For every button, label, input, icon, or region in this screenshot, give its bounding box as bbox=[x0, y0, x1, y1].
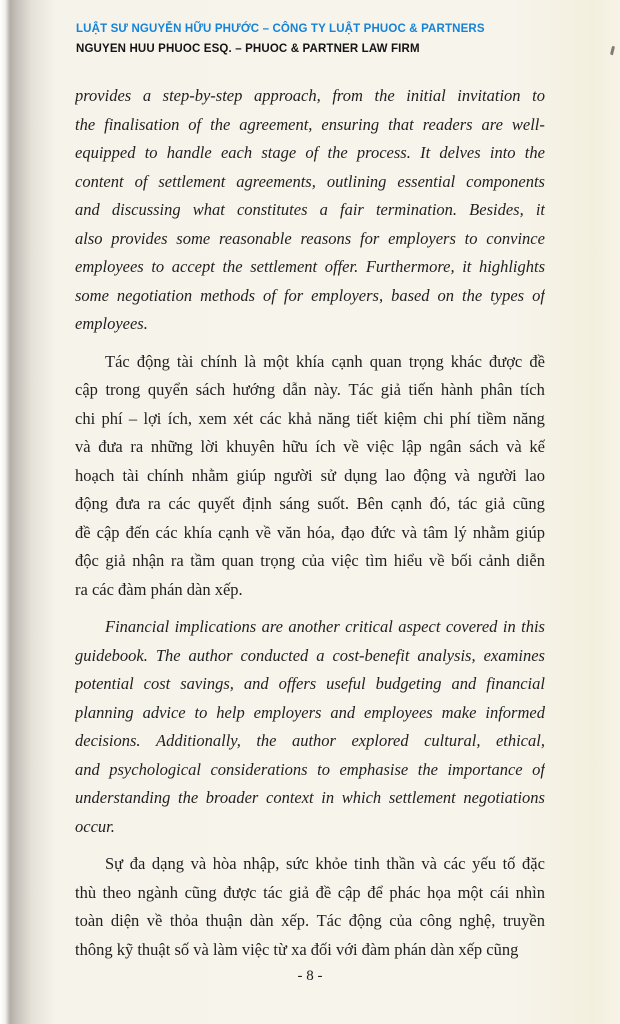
paragraph-line: potential cost savings, and offers useful budgeting and financial bbox=[75, 674, 545, 693]
running-header bbox=[76, 20, 546, 59]
paragraph-line: thù theo ngành cũng được tác giả đề cập để phác họa một cái nhìn bbox=[75, 882, 545, 902]
running-header-line-vietnamese: LUẬT SƯ NGUYỄN HỮU PHƯỚC – CÔNG TY LUẬT PHUOC & PARTNERS bbox=[76, 23, 485, 35]
paragraph bbox=[75, 82, 545, 339]
paragraph bbox=[75, 348, 545, 605]
paragraph-line: also provides some reasonable reasons for employers to convince bbox=[75, 228, 545, 248]
page-edge-shadow bbox=[0, 0, 55, 1024]
paragraph-line: and psychological considerations to emphasise the importance of bbox=[75, 759, 545, 779]
paragraph-line: chi phí – lợi ích, xem xét các khả năng tiết kiệm chi phí tiềm năng bbox=[75, 408, 545, 428]
paragraph-line: the finalisation of the agreement, ensuring that readers are well- bbox=[75, 114, 545, 134]
running-header-line-english: NGUYEN HUU PHUOC ESQ. – PHUOC & PARTNER LAW FIRM bbox=[76, 42, 420, 55]
paragraph-line: và đưa ra những lời khuyên hữu ích về việc lập ngân sách và kế bbox=[75, 437, 545, 456]
paragraph-line: understanding the broader context in which settlement negotiations bbox=[75, 788, 545, 807]
paragraph-line: planning advice to help employers and employees make informed bbox=[75, 702, 545, 722]
paragraph-line: provides a step-by-step approach, from the initial invitation to bbox=[75, 86, 545, 105]
paragraph-line: động đưa ra các quyết định sáng suốt. Bên cạnh đó, tác giả cũng bbox=[75, 494, 545, 513]
scan-artifact bbox=[610, 46, 615, 55]
paragraph-line: employees. bbox=[75, 314, 148, 333]
paragraph-line: equipped to handle each stage of the process. It delves into the bbox=[75, 143, 545, 162]
paragraph-line: toàn diện về thỏa thuận dàn xếp. Tác động của công nghệ, truyền bbox=[75, 911, 545, 930]
paragraph-line: thông kỹ thuật số và làm việc từ xa đối với đàm phán dàn xếp cũng bbox=[75, 939, 519, 959]
page-footer bbox=[0, 968, 620, 985]
paragraph-line: Sự đa dạng và hòa nhập, sức khỏe tinh thần và các yếu tố đặc bbox=[105, 854, 545, 873]
page-number: - 8 - bbox=[297, 968, 323, 984]
paragraph-line: cập trong quyển sách hướng dẫn này. Tác giả tiến hành phân tích bbox=[75, 380, 545, 399]
paragraph-line: Tác động tài chính là một khía cạnh quan trọng khác được đề bbox=[105, 351, 545, 371]
paragraph-line: ra các đàm phán dàn xếp. bbox=[75, 579, 243, 599]
paragraph-line: đề cập đến các khía cạnh về văn hóa, đạo đức và tâm lý nhằm giúp bbox=[75, 522, 545, 542]
paragraph bbox=[75, 613, 545, 841]
paragraph bbox=[75, 850, 545, 964]
paragraphs bbox=[75, 82, 545, 973]
paragraph-line: content of settlement agreements, outlining essential components bbox=[75, 171, 545, 191]
paragraph-line: employees to accept the settlement offer. Furthermore, it highlights bbox=[75, 257, 545, 276]
paragraph-line: guidebook. The author conducted a cost-benefit analysis, examines bbox=[75, 645, 545, 665]
paragraph-line: and discussing what constitutes a fair termination. Besides, it bbox=[75, 200, 545, 219]
paragraph-line: some negotiation methods of for employers, based on the types of bbox=[75, 285, 545, 305]
paragraph-line: hoạch tài chính nhằm giúp người sử dụng lao động và người lao bbox=[75, 465, 545, 485]
paragraph-line: độc giả nhận ra tầm quan trọng của việc tìm hiểu về bối cảnh diễn bbox=[75, 551, 545, 570]
paragraph-line: decisions. Additionally, the author explored cultural, ethical, bbox=[75, 731, 545, 750]
paragraph-line: Financial implications are another critical aspect covered in this bbox=[105, 617, 545, 636]
paragraph-line: occur. bbox=[75, 816, 115, 836]
